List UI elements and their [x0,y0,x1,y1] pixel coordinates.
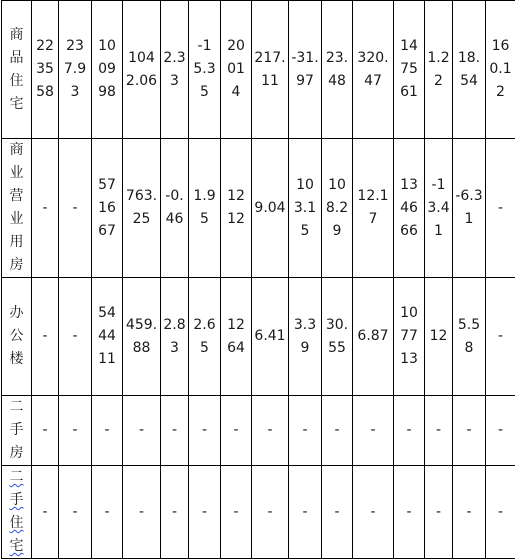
table-cell: 223558 [32,1,59,139]
table-cell: - [189,396,221,466]
table-cell: - [189,466,221,559]
table-cell: - [59,139,92,278]
table-cell: - [486,396,515,466]
table-cell: - [32,466,59,559]
table-cell: 571667 [92,139,123,278]
table-cell: 2.33 [161,1,189,139]
table-cell: - [289,396,322,466]
table-row [2,466,515,559]
table-cell: 6.87 [353,278,394,396]
table-cell: -15.35 [189,1,221,139]
table-row [2,278,515,396]
table-cell: - [453,466,486,559]
table-cell: - [322,396,353,466]
table-cell: - [486,139,515,278]
table-cell: - [221,396,252,466]
table-cell: - [59,396,92,466]
table-cell: -31.97 [289,1,322,139]
table-cell: 5.58 [453,278,486,396]
row-label: 商品住宅 [2,1,32,139]
table-cell: 1042.06 [123,1,161,139]
table-cell: - [59,466,92,559]
row-label: 办公楼 [2,278,32,396]
table-cell: - [425,396,453,466]
table-cell: 217.11 [252,1,289,139]
row-label: 二手住宅 [2,466,32,559]
table-cell: 134666 [394,139,425,278]
table-cell: - [289,466,322,559]
table-cell: 1212 [221,139,252,278]
table-cell: 20014 [221,1,252,139]
table-cell: -0.46 [161,139,189,278]
table-cell: - [123,396,161,466]
table-cell: - [425,466,453,559]
table-cell: 160.12 [486,1,515,139]
table-cell: 763.25 [123,139,161,278]
table-cell: - [32,396,59,466]
table-cell: - [221,466,252,559]
table-cell: - [453,396,486,466]
table-row [2,139,515,278]
table-cell: 107713 [394,278,425,396]
table-cell: - [322,466,353,559]
table-cell: 2.65 [189,278,221,396]
table-cell: - [92,396,123,466]
table-cell: 147561 [394,1,425,139]
table-cell: - [161,466,189,559]
table-cell: 12.17 [353,139,394,278]
table-cell: - [32,139,59,278]
table-cell: 3.39 [289,278,322,396]
table-cell: 1.22 [425,1,453,139]
table-cell: 108.29 [322,139,353,278]
table-cell: - [59,278,92,396]
table-cell: 237.93 [59,1,92,139]
table-cell: 18.54 [453,1,486,139]
table-cell: -6.31 [453,139,486,278]
table-cell: - [353,466,394,559]
table-cell: 12 [425,278,453,396]
table-cell: 103.15 [289,139,322,278]
table-cell: - [252,396,289,466]
table-cell: 1264 [221,278,252,396]
row-label: 商业营业用房 [2,139,32,278]
table-cell: 100998 [92,1,123,139]
table-row [2,396,515,466]
table-cell: 23.48 [322,1,353,139]
table-cell: 459.88 [123,278,161,396]
table-cell: - [394,396,425,466]
table-cell: - [123,466,161,559]
table-row [2,1,515,139]
table-cell: -13.41 [425,139,453,278]
table-cell: - [92,466,123,559]
table-cell: 2.83 [161,278,189,396]
table-cell: - [353,396,394,466]
table-cell: 30.55 [322,278,353,396]
table-cell: 320.47 [353,1,394,139]
table-cell: 1.95 [189,139,221,278]
table-cell: - [486,466,515,559]
table-body [2,1,515,559]
table-cell: 544411 [92,278,123,396]
data-table [1,0,515,559]
table-cell: 9.04 [252,139,289,278]
row-label: 二手房 [2,396,32,466]
table-cell: - [161,396,189,466]
table-cell: - [252,466,289,559]
table-cell: - [394,466,425,559]
table-cell: - [32,278,59,396]
table-cell: 6.41 [252,278,289,396]
table-cell: - [486,278,515,396]
